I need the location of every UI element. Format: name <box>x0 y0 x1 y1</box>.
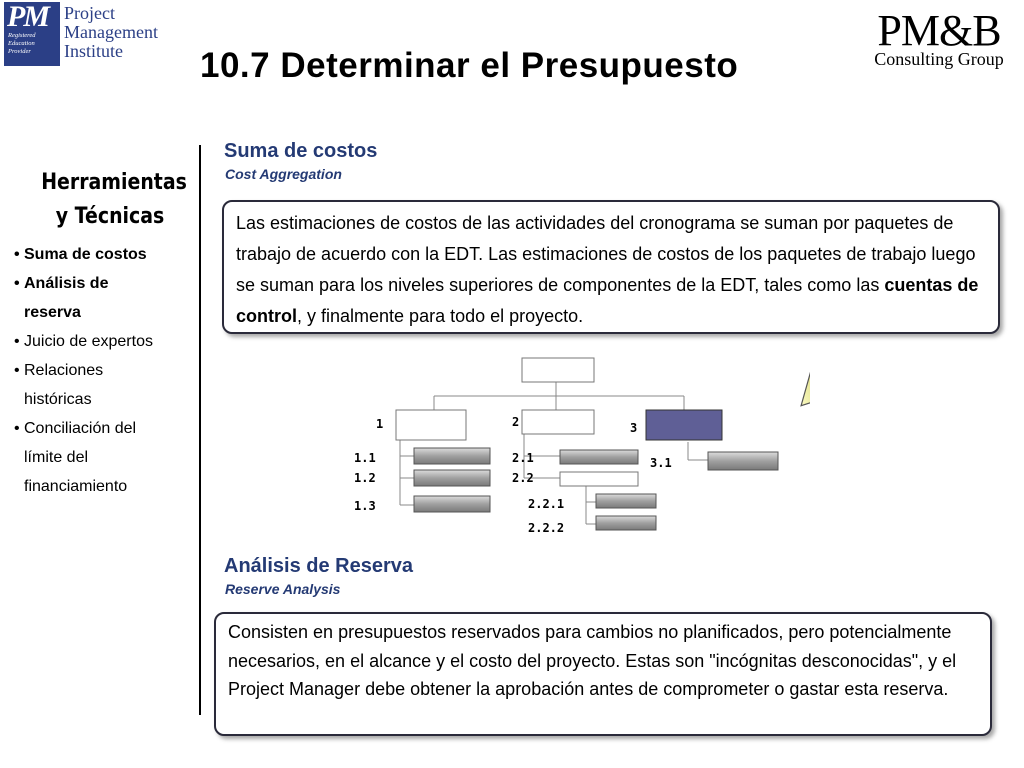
tools-list <box>14 240 199 501</box>
list-item <box>14 298 199 327</box>
wbs-box-1-2 <box>414 470 490 486</box>
aggregation-arrow-icon <box>792 365 810 521</box>
wbs-label-2-2-2: 2.2.2 <box>528 521 565 535</box>
pmi-mark-caption-line: Registered <box>8 32 36 39</box>
pmi-logo-mark <box>4 2 60 66</box>
list-item: • Conciliación del <box>14 420 137 437</box>
pmi-logo-line: Project <box>64 3 115 23</box>
list-item: • Suma de costos <box>14 246 147 263</box>
list-item-label: límite del <box>24 449 89 466</box>
list-item-label: financiamiento <box>24 478 128 495</box>
wbs-box-2-2-1 <box>596 494 656 508</box>
description-text: Las estimaciones de costos de las actividades del cronograma se suman por paquetes de trabajo de acuerdo con la EDT. Las estimaciones de costos de los paquetes de trabajo luego se suman para los niveles superiores de componentes de la EDT, tales como las <box>236 213 976 295</box>
list-item-label: Juicio de expertos <box>24 333 153 350</box>
wbs-label-3-1: 3.1 <box>650 456 672 470</box>
sidebar-title-line: y Técnicas <box>55 204 165 229</box>
section-heading-reserve-analysis: Análisis de Reserva <box>224 555 413 577</box>
cost-aggregation-description <box>222 200 1000 334</box>
wbs-label-1-2: 1.2 <box>354 471 376 485</box>
list-item-label: históricas <box>24 391 92 408</box>
pmi-mark-caption-line: Provider <box>8 48 31 55</box>
pmi-logo-line: Management <box>64 22 158 42</box>
wbs-box-3-1 <box>708 452 778 470</box>
list-item <box>14 472 199 501</box>
description-bold-text: cuentas de control <box>236 275 979 326</box>
pmi-logo-text <box>64 4 158 61</box>
wbs-label-1: 1 <box>376 417 384 431</box>
wbs-box-2-2 <box>560 472 638 486</box>
wbs-label-2-2: 2.2 <box>512 471 534 485</box>
reserve-analysis-description: Consisten en presupuestos reservados para cambios no planificados, pero potencialmente necesarios, en el alcance y el costo del proyecto. Estas son "incógnitas desconocidas", y el Project Manager debe obtener la aprobación antes de comprometer o gastar esta reserva. <box>214 612 992 736</box>
list-item: • Relaciones <box>14 362 104 379</box>
list-item: • Análisis de <box>14 275 109 292</box>
pmi-mark-caption-line: Education <box>8 40 35 47</box>
list-item-label: Suma de costos <box>24 246 147 263</box>
wbs-box-2 <box>522 410 594 434</box>
wbs-label-1-3: 1.3 <box>354 499 376 513</box>
wbs-label-3: 3 <box>630 421 638 435</box>
wbs-label-2-2-1: 2.2.1 <box>528 497 565 511</box>
section-heading-cost-aggregation: Suma de costos <box>224 140 378 162</box>
pmi-logo <box>4 0 158 68</box>
wbs-box-1-1 <box>414 448 490 464</box>
wbs-box-2-1 <box>560 450 638 464</box>
divider <box>199 145 201 715</box>
pmi-mark-letters: PM <box>7 0 48 33</box>
wbs-label-2: 2 <box>512 415 520 429</box>
pmb-logo-name: PM&B <box>877 6 1001 55</box>
description-text: , y finalmente para todo el proyecto. <box>297 306 584 326</box>
wbs-box-1 <box>396 410 466 440</box>
sidebar-title-line: Herramientas <box>41 170 187 195</box>
wbs-label-2-1: 2.1 <box>512 451 534 465</box>
list-item-label: Relaciones <box>24 362 104 379</box>
pmb-logo <box>864 6 1014 69</box>
list-item-label: reserva <box>24 304 81 321</box>
sidebar-title <box>41 166 187 234</box>
list-item-label: Conciliación del <box>24 420 137 437</box>
wbs-root-box <box>522 358 594 382</box>
page-title: 10.7 Determinar el Presupuesto <box>200 46 739 85</box>
list-item: • Juicio de expertos <box>14 333 153 350</box>
pmi-mark-caption <box>8 32 36 56</box>
wbs-label-1-1: 1.1 <box>354 451 376 465</box>
wbs-box-3 <box>646 410 722 440</box>
section-subheading-reserve-analysis: Reserve Analysis <box>225 581 341 597</box>
pmi-logo-line: Institute <box>64 41 123 61</box>
list-item <box>14 443 199 472</box>
wbs-box-1-3 <box>414 496 490 512</box>
list-item-label: Análisis de <box>24 275 109 292</box>
wbs-diagram <box>330 350 810 540</box>
pmb-logo-tagline: Consulting Group <box>874 49 1004 69</box>
list-item <box>14 385 199 414</box>
wbs-box-2-2-2 <box>596 516 656 530</box>
section-subheading-cost-aggregation: Cost Aggregation <box>225 166 342 182</box>
